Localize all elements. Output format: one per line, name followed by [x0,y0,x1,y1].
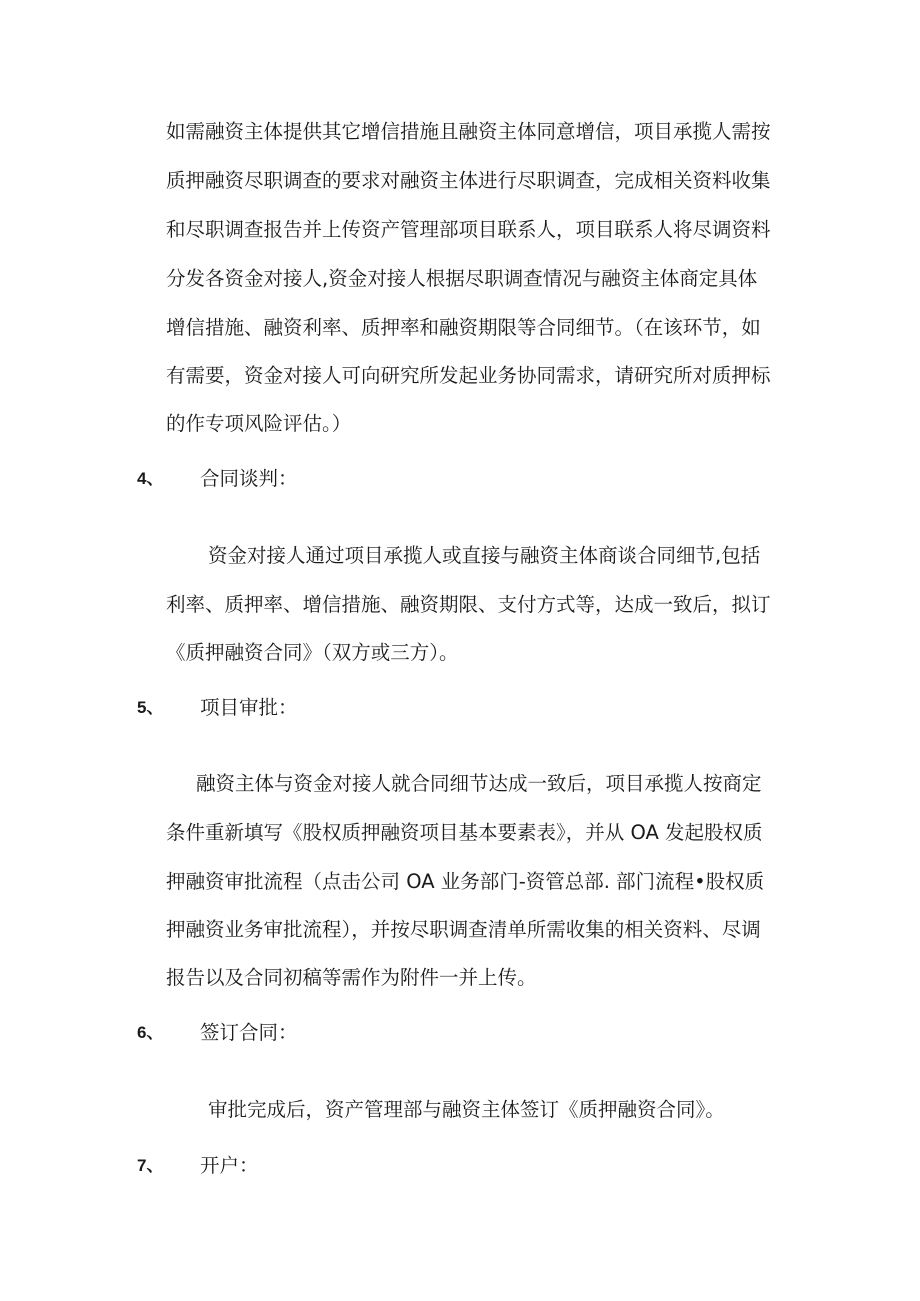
paragraph-line: 的作专项风险评估。） [166,412,352,435]
paragraph-line: 增信措施、融资利率、质押率和融资期限等合同细节。（在该环节，如 [166,316,761,339]
section-title: 开户： [200,1154,259,1177]
paragraph-line: 质押融资尽职调查的要求对融资主体进行尽职调查，完成相关资料收集 [166,169,771,192]
section-number: 7、 [137,1156,164,1175]
paragraph-line: 分发各资金对接人,资金对接人根据尽职调查情况与融资主体商定具体 [166,267,758,290]
paragraph-line: 和尽职调查报告并上传资产管理部项目联系人，项目联系人将尽调资料 [166,218,771,241]
section-title: 签订合同： [200,1021,298,1044]
section-number: 4、 [137,469,164,488]
paragraph-line: 利率、质押率、增信措施、融资期限、支付方式等，达成一致后，拟订 [166,593,771,616]
section-title: 项目审批： [200,696,298,719]
section-number: 5、 [137,698,164,717]
paragraph-line: 《质押融资合同》（双方或三方）。 [166,641,459,664]
section-number: 6、 [137,1023,164,1042]
section-title: 合同谈判： [200,467,298,490]
paragraph-line: 资金对接人通过项目承揽人或直接与融资主体商谈合同细节,包括 [208,544,761,567]
paragraph-line: 押融资业务审批流程），并按尽职调查清单所需收集的相关资料、尽调 [166,918,761,941]
paragraph-line: 有需要，资金对接人可向研究所发起业务协同需求，请研究所对质押标 [166,364,771,387]
paragraph-line: 报告以及合同初稿等需作为附件一并上传。 [166,966,537,989]
paragraph-line: 押融资审批流程（点击公司 OA 业务部门-资管总部. 部门流程•股权质 [166,870,765,893]
paragraph-line: 审批完成后，资产管理部与融资主体签订《质押融资合同》。 [208,1098,725,1121]
paragraph-line: 如需融资主体提供其它增信措施且融资主体同意增信，项目承揽人需按 [166,120,771,143]
paragraph-line: 条件重新填写《股权质押融资项目基本要素表》，并从 OA 发起股权质 [166,821,763,844]
paragraph-line: 融资主体与资金对接人就合同细节达成一致后，项目承揽人按商定 [196,772,762,795]
